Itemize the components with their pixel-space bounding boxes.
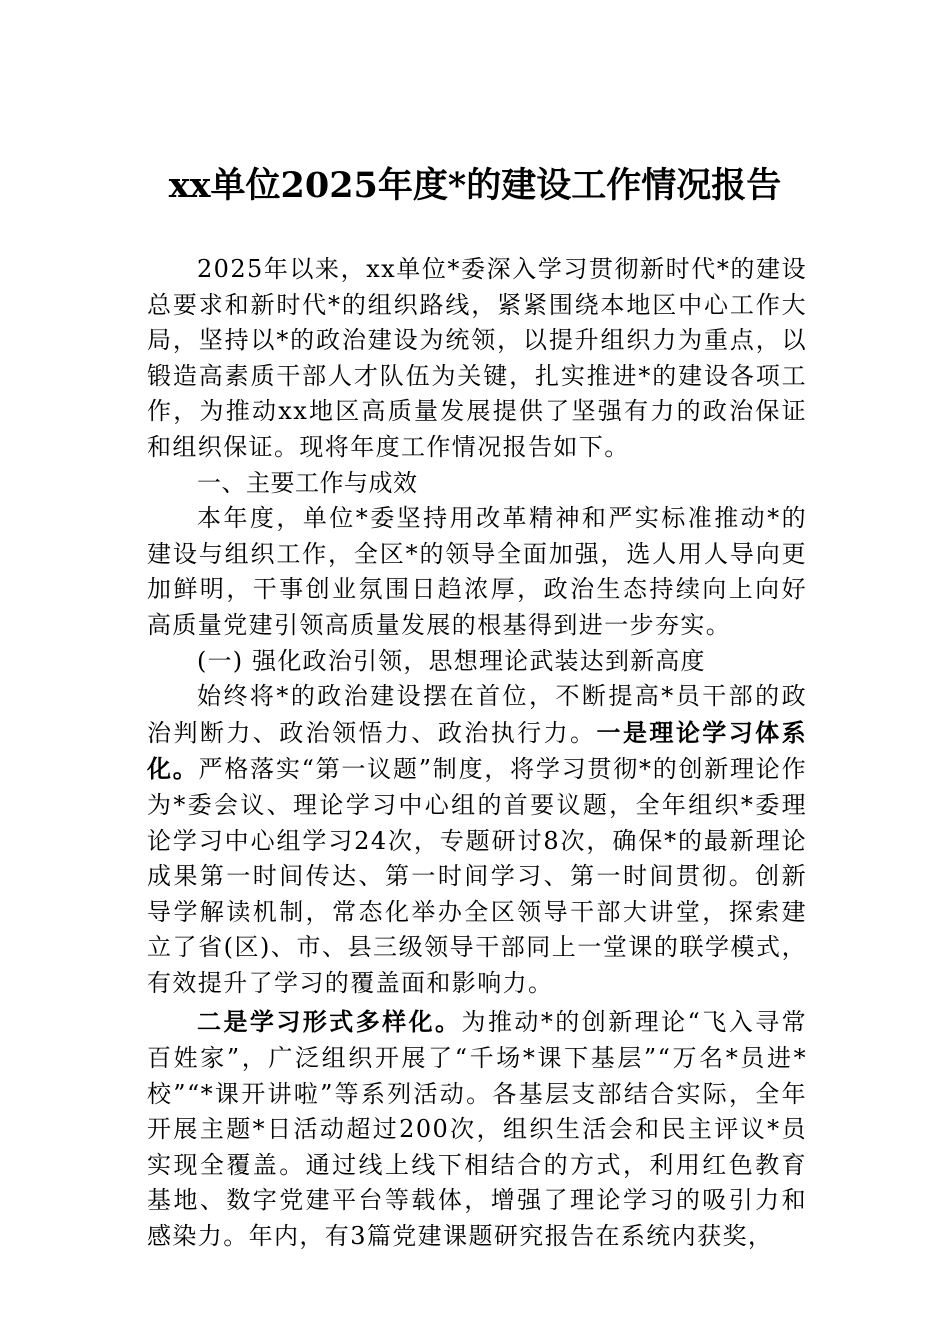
section-paragraph: 本年度，单位*委坚持用改革精神和严实标准推动*的建设与组织工作，全区*的领导全面加强，选人用人导向更加鲜明，干事创业氛围日趋浓厚，政治生态持续向上向好高质量党建引领高质量发展的根基得到进一步夯实。 <box>147 504 807 639</box>
document-title: xx单位2025年度*的建设工作情况报告 <box>168 165 782 206</box>
bold-lead-theory-systematic: 一是理论学习体系化。 <box>147 717 807 784</box>
section-heading-main-work: 一、主要工作与成效 <box>197 468 418 497</box>
paragraph-text: 严格落实“第一议题”制度，将学习贯彻*的创新理论作为*委会议、理论学习中心组的首要议题，全年组织*委理论学习中心组学习24次，专题研讨8次，确保*的最新理论成果第一时间传达、第一时间学习、第一时间贯彻。创新导学解读机制，常态化举办全区领导干部大讲堂，探索建立了省(区)、市、县三级领导干部同上一堂课的联学模式，有效提升了学习的覆盖面和影响力。 <box>147 755 807 997</box>
paragraph-theory-study <box>147 679 807 1001</box>
bold-lead-study-diversified: 二是学习形式多样化。 <box>197 1007 462 1037</box>
paragraph-text: 始终将*的政治建设摆在首位，不断提高*员干部的政治判断力、政治领悟力、政治执行力。 <box>147 682 807 747</box>
paragraph-study-forms <box>147 1004 807 1254</box>
intro-paragraph: 2025年以来，xx单位*委深入学习贯彻新时代*的建设总要求和新时代*的组织路线，紧紧围绕本地区中心工作大局，坚持以*的政治建设为统领，以提升组织力为重点，以锻造高素质干部人才队伍为关键，扎实推进*的建设各项工作，为推动xx地区高质量发展提供了坚强有力的政治保证和组织保证。现将年度工作情况报告如下。 <box>147 255 807 461</box>
paragraph-text: 为推动*的创新理论“飞入寻常百姓家”，广泛组织开展了“千场*课下基层”“万名*员进*校”“*课开讲啦”等系列活动。各基层支部结合实际，全年开展主题*日活动超过200次，组织生活会和民主评议*员实现全覆盖。通过线上线下相结合的方式，利用红色教育基地、数字党建平台等载体，增强了理论学习的吸引力和感染力。年内，有3篇党建课题研究报告在系统内获奖， <box>147 1008 808 1251</box>
document-body <box>147 252 807 1255</box>
subsection-heading-political-guidance: (一) 强化政治引领，思想理论武装达到新高度 <box>197 646 706 675</box>
